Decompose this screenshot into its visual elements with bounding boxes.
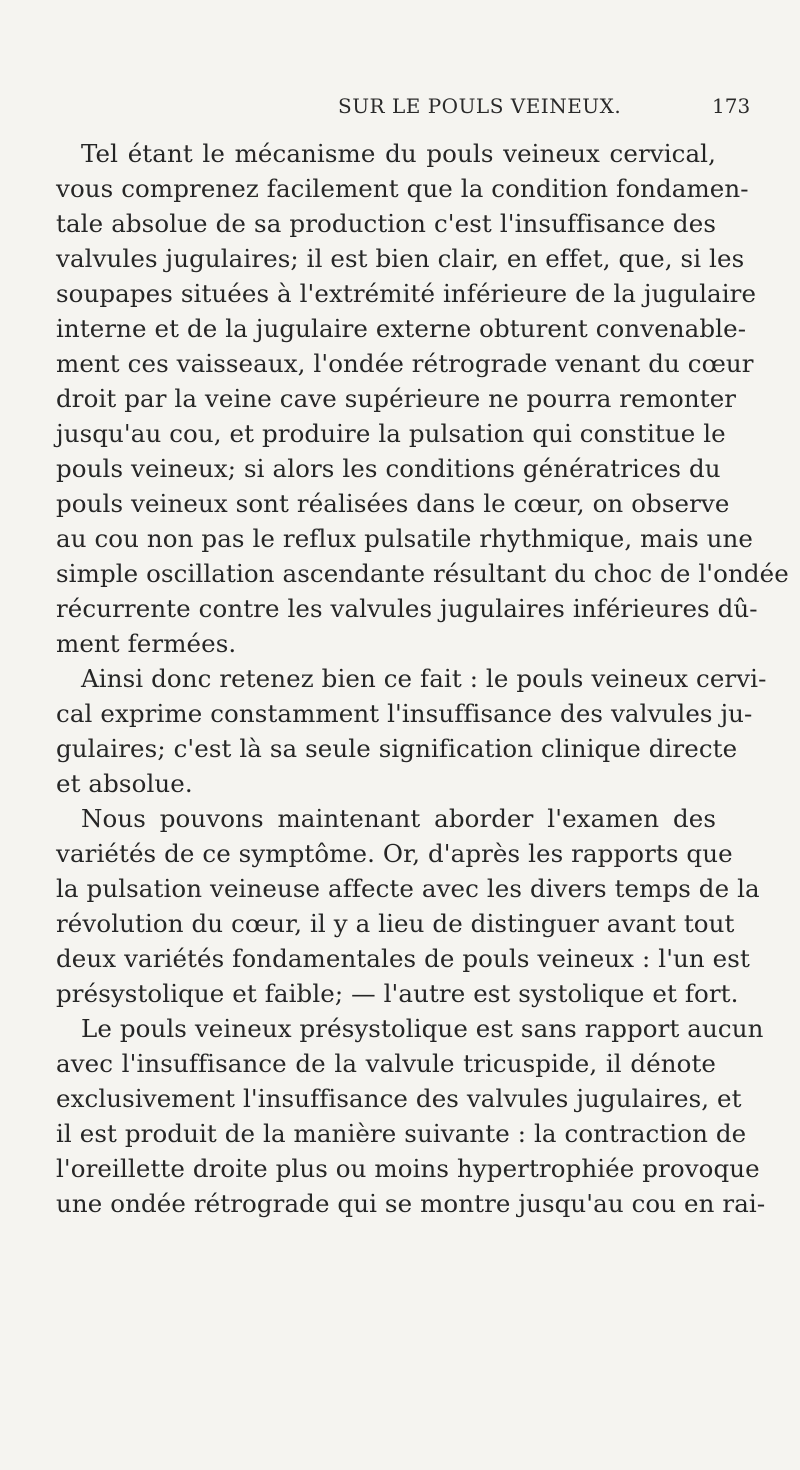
text-line: ment ces vaisseaux, l'ondée rétrograde venant du cœur	[56, 349, 754, 378]
text-line: gulaires; c'est là sa seule signification clinique directe	[56, 734, 738, 763]
page-number: 173	[712, 94, 751, 118]
text-line: révolution du cœur, il y a lieu de distinguer avant tout	[56, 909, 735, 938]
text-line: soupapes situées à l'extrémité inférieure de la jugulaire	[56, 279, 757, 308]
body-text	[56, 136, 789, 1221]
text-line: récurrente contre les valvules jugulaires inférieures dû-	[56, 594, 758, 623]
text-line: valvules jugulaires; il est bien clair, en effet, que, si les	[56, 244, 745, 273]
text-line: Tel étant le mécanisme du pouls veineux cervical,	[81, 139, 716, 168]
text-line: deux variétés fondamentales de pouls veineux : l'un est	[56, 944, 750, 973]
text-line: jusqu'au cou, et produire la pulsation qui constitue le	[56, 419, 726, 448]
text-line: Le pouls veineux présystolique est sans rapport aucun	[81, 1014, 764, 1043]
text-line: une ondée rétrograde qui se montre jusqu'au cou en rai-	[56, 1189, 766, 1218]
text-line: cal exprime constamment l'insuffisance des valvules ju-	[56, 699, 753, 728]
text-line: présystolique et faible; — l'autre est systolique et fort.	[56, 979, 739, 1008]
text-line: la pulsation veineuse affecte avec les divers temps de la	[56, 874, 760, 903]
text-line: pouls veineux sont réalisées dans le cœur, on observe	[56, 489, 730, 518]
text-line: l'oreillette droite plus ou moins hypertrophiée provoque	[56, 1154, 760, 1183]
text-line: tale absolue de sa production c'est l'insuffisance des	[56, 209, 716, 238]
text-line: il est produit de la manière suivante : la contraction de	[56, 1119, 747, 1148]
text-line: simple oscillation ascendante résultant du choc de l'ondée	[56, 559, 789, 588]
text-line: variétés de ce symptôme. Or, d'après les rapports que	[56, 839, 733, 868]
text-line: au cou non pas le reflux pulsatile rhythmique, mais une	[56, 524, 754, 553]
text-line: avec l'insuffisance de la valvule tricuspide, il dénote	[56, 1049, 716, 1078]
text-line: droit par la veine cave supérieure ne pourra remonter	[56, 384, 737, 413]
page-header	[0, 94, 800, 124]
text-line: et absolue.	[56, 769, 193, 798]
text-line: interne et de la jugulaire externe obturent convenable-	[56, 314, 747, 343]
text-line: ment fermées.	[56, 629, 237, 658]
text-line: Nous pouvons maintenant aborder l'examen des	[81, 804, 716, 833]
text-line: vous comprenez facilement que la condition fondamen-	[56, 174, 749, 203]
text-line: pouls veineux; si alors les conditions génératrices du	[56, 454, 721, 483]
running-head: SUR LE POULS VEINEUX.	[338, 94, 622, 118]
text-line: exclusivement l'insuffisance des valvules jugulaires, et	[56, 1084, 742, 1113]
text-line: Ainsi donc retenez bien ce fait : le pouls veineux cervi-	[81, 664, 767, 693]
